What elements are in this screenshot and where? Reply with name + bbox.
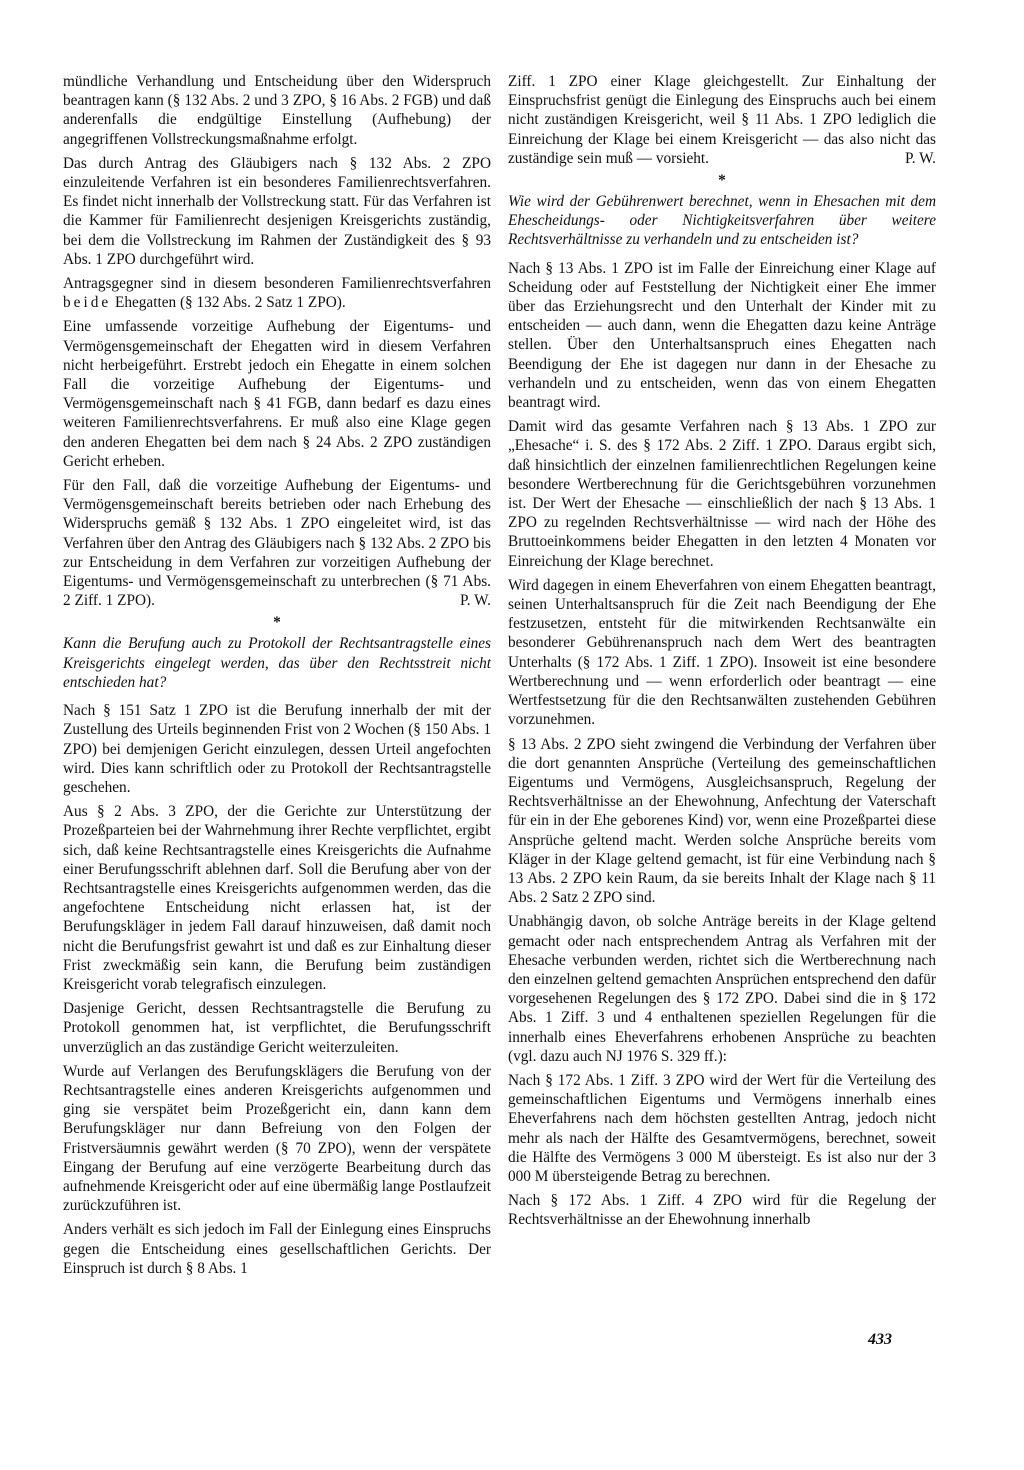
spaced-emphasis: beide [63, 294, 112, 312]
paragraph: Nach § 172 Abs. 1 Ziff. 3 ZPO wird der Wert für die Verteilung des gemeinschaftlichen Eigentums und Vermögens innerhalb eines Eheverfahrens nach dem höchsten gestellten Antrag, jedoch nicht mehr als nach der Hälfte des Gesamtvermögens, berechnet, soweit die Hälfte des Vermögens 3 000 M übersteigt. Es ist also nur der 3 000 M übersteigende Betrag zu berechnen. [508, 1071, 936, 1185]
text-run: Ehegatten (§ 132 Abs. 2 Satz 1 ZPO). [114, 294, 346, 312]
question-heading: Kann die Berufung auch zu Protokoll der Rechtsantragstelle eines Kreisgerichts eingelegt werden, das über den Rechtsstreit nicht entschieden hat? [63, 635, 491, 691]
paragraph: Eine umfassende vorzeitige Aufhebung der Eigentums- und Vermögensgemeinschaft der Ehegatten wird in diesem Verfahren nicht herbeigeführt. Erstrebt jedoch ein Ehegatte in einem solchen Fall die vorzeitige Aufhebung der Eigentums- und Vermögensgemeinschaft nach § 41 FGB, dann bedarf es dazu eines weiteren Familienrechtsverfahrens. Er muß also eine Klage gegen den anderen Ehegatten bei dem nach § 24 Abs. 2 ZPO zuständigen Gericht erheben. [63, 318, 491, 470]
question-heading: Wie wird der Gebührenwert berechnet, wenn in Ehesachen mit dem Ehescheidungs- oder Nichtigkeitsverfahren über weitere Rechtsverhältnisse zu verhandeln und zu entscheiden ist? [508, 193, 936, 249]
paragraph [508, 72, 936, 168]
paragraph: Nach § 13 Abs. 1 ZPO ist im Falle der Einreichung einer Klage auf Scheidung oder auf Feststellung der Nichtigkeit einer Ehe immer über das Erziehungsrecht und den Unterhalt der Kinder mit zu entscheiden — auch dann, wenn die Ehegatten dazu keine Anträge stellen. Über den Unterhaltsanspruch eines Ehegatten nach Beendigung der Ehe ist dagegen nur dann in der Ehesache zu verhandeln und zu entscheiden, wenn das von einem Ehegatten beantragt wird. [508, 259, 936, 412]
paragraph: Das durch Antrag des Gläubigers nach § 132 Abs. 2 ZPO einzuleitende Verfahren ist ein besonderes Familienrechtsverfahren. Es findet nicht innerhalb der Vollstreckung statt. Für das Verfahren ist die Kammer für Familienrecht desjenigen Kreisgerichts zuständig, bei dem die Vollstreckung im Rahmen der Zuständigkeit des § 93 Abs. 1 ZPO durchgeführt wird. [63, 154, 491, 268]
paragraph: Wird dagegen in einem Eheverfahren von einem Ehegatten beantragt, seinen Unterhaltsanspruch für die Zeit nach Beendigung der Ehe festzusetzen, entsteht für die mitwirkenden Rechtsanwälte ein besonderer Gebührenanspruch nach dem Wert des beantragten Unterhalts (§ 172 Abs. 1 Ziff. 1 ZPO). Insoweit ist eine besondere Wertberechnung und — wenn erforderlich oder beantragt — eine Wertfestsetzung für die den Rechtsanwälten zustehenden Gebühren vorzunehmen. [508, 576, 936, 729]
text-run: Ziff. 1 ZPO einer Klage gleichgestellt. Zur Einhaltung der Einspruchsfrist genügt die Einlegung des Einspruchs auch bei einem nicht zuständigen Kreisgericht, weil § 11 Abs. 1 ZPO lediglich die Einreichung der Klage bei einem Kreisgericht — das also nicht das zuständige sein muß — vorsieht. [508, 73, 936, 167]
paragraph [63, 476, 491, 610]
paragraph: Wurde auf Verlangen des Berufungsklägers die Berufung von der Rechtsantragstelle eines anderen Kreisgerichts aufgenommen und ging sie verspätet beim Prozeßgericht ein, dann kann dem Berufungskläger nur dann Befreiung von den Folgen der Fristversäumnis gewährt werden (§ 70 ZPO), wenn der verspätete Eingang der Berufung auf eine verzögerte Bearbeitung durch das aufnehmende Kreisgericht oder auf eine übermäßig lange Postlaufzeit zurückzuführen ist. [63, 1062, 491, 1215]
right-column [508, 72, 936, 1235]
author-initials: P. W. [904, 149, 936, 167]
section-separator: * [718, 172, 726, 190]
paragraph: Nach § 151 Satz 1 ZPO ist die Berufung innerhalb der mit der Zustellung des Urteils beginnenden Frist von 2 Wochen (§ 150 Abs. 1 ZPO) bei demjenigen Gericht einzulegen, dessen Urteil angefochten wird. Dies kann schriftlich oder zu Protokoll der Rechtsantragstelle geschehen. [63, 702, 491, 796]
page-number: 433 [868, 1331, 892, 1348]
paragraph: § 13 Abs. 2 ZPO sieht zwingend die Verbindung der Verfahren über die dort genannten Ansprüche (Verteilung des gemeinschaftlichen Eigentums und Vermögens, Ausgleichsanspruch, Regelung der Rechtsverhältnisse an der Ehewohnung, Anfechtung der Vaterschaft für ein in der Ehe geborenes Kind) vor, wenn eine Prozeßpartei diese Ansprüche geltend macht. Werden solche Ansprüche bereits vom Kläger in der Klage geltend gemacht, ist für eine Verbindung nach § 13 Abs. 2 ZPO kein Raum, da sie bereits Inhalt der Klage nach § 11 Abs. 2 Satz 2 ZPO sind. [508, 735, 936, 907]
paragraph: Unabhängig davon, ob solche Anträge bereits in der Klage geltend gemacht oder nach entsprechendem Antrag als Verfahren mit der Ehesache verbunden werden, richtet sich die Wertberechnung nach den einzelnen geltend gemachten Ansprüchen entsprechend den dafür vorgesehenen Regelungen des § 172 ZPO. Dabei sind die in § 172 Abs. 1 Ziff. 3 und 4 enthaltenen speziellen Regelungen für die innerhalb eines Eheverfahrens erhobenen Ansprüche zu beachten (vgl. dazu auch NJ 1976 S. 329 ff.): [508, 913, 936, 1065]
author-initials: P. W. [459, 592, 491, 610]
section-separator: * [273, 614, 281, 632]
text-run: Für den Fall, daß die vorzeitige Aufhebung der Eigentums- und Vermögensgemeinschaft bereits betrieben oder nach Erhebung des Widerspruchs gemäß § 132 Abs. 1 ZPO eingeleitet wird, ist das Verfahren über den Antrag des Gläubigers nach § 132 Abs. 2 ZPO bis zur Entscheidung in dem Verfahren zur vorzeitigen Aufhebung der Eigentums- und Vermögensgemeinschaft zu unterbrechen (§ 71 Abs. 2 Ziff. 1 ZPO). [63, 477, 491, 610]
paragraph: Aus § 2 Abs. 3 ZPO, der die Gerichte zur Unterstützung der Prozeßparteien bei der Wahrnehmung ihrer Rechte verpflichtet, ergibt sich, daß keine Rechtsantragstelle eines Kreisgerichts die Aufnahme einer Berufungsschrift ablehnen darf. Soll die Berufung aber von der Rechtsantragstelle eines Kreisgerichts aufgenommen werden, das die angefochtene Entscheidung nicht erlassen hat, ist der Berufungskläger in jedem Fall darauf hinzuweisen, daß damit noch nicht die Berufungsfrist gewahrt ist und daß es zur Einhaltung dieser Frist zweckmäßig sein kann, die Berufung beim zuständigen Kreisgericht vorab telegrafisch einzulegen. [63, 803, 491, 993]
paragraph: mündliche Verhandlung und Entscheidung über den Widerspruch beantragen kann (§ 132 Abs. 2 und 3 ZPO, § 16 Abs. 2 FGB) und daß anderenfalls die endgültige Einstellung (Aufhebung) der angegriffenen Vollstreckungsmaßnahme erfolgt. [63, 73, 491, 148]
paragraph: Anders verhält es sich jedoch im Fall der Einlegung eines Einspruchs gegen die Entscheidung eines gesellschaftlichen Gerichts. Der Einspruch ist durch § 8 Abs. 1 [63, 1221, 491, 1277]
left-column [63, 72, 491, 1283]
text-run: Antragsgegner sind in diesem besonderen Familienrechtsverfahren [63, 275, 491, 293]
paragraph: Nach § 172 Abs. 1 Ziff. 4 ZPO wird für die Regelung der Rechtsverhältnisse an der Ehewohnung innerhalb [508, 1192, 936, 1229]
paragraph: Damit wird das gesamte Verfahren nach § 13 Abs. 1 ZPO zur „Ehesache“ i. S. des § 172 Abs. 2 Ziff. 1 ZPO. Daraus ergibt sich, daß hinsichtlich der einzelnen familienrechtlichen Regelungen keine besondere Wertberechnung für die Gerichtsgebühren vorzunehmen ist. Der Wert der Ehesache — einschließlich der nach § 13 Abs. 1 ZPO zu regelnden Rechtsverhältnisse — wird nach der Höhe des Bruttoeinkommens beider Ehegatten in den letzten 4 Monaten vor Einreichung der Klage berechnet. [508, 418, 936, 570]
paragraph: Dasjenige Gericht, dessen Rechtsantragstelle die Berufung zu Protokoll genommen hat, ist verpflichtet, die Berufungsschrift unverzüglich an das zuständige Gericht weiterzuleiten. [63, 1000, 491, 1056]
paragraph [63, 274, 491, 312]
